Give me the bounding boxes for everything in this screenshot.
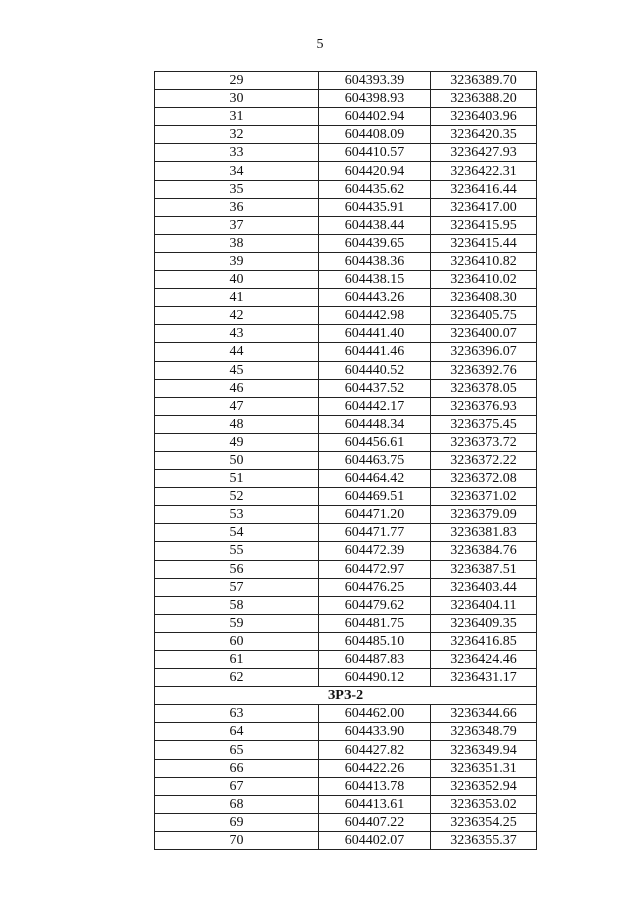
- table-row: [155, 397, 537, 415]
- point-number-cell: 33: [155, 144, 319, 162]
- y-coordinate-cell: 3236379.09: [431, 506, 537, 524]
- point-number-cell: 32: [155, 126, 319, 144]
- table-row: [155, 289, 537, 307]
- table-row: [155, 379, 537, 397]
- table-row: [155, 795, 537, 813]
- x-coordinate-cell: 604438.44: [319, 216, 431, 234]
- x-coordinate-cell: 604463.75: [319, 451, 431, 469]
- point-number-cell: 52: [155, 488, 319, 506]
- table-row: [155, 524, 537, 542]
- y-coordinate-cell: 3236389.70: [431, 72, 537, 90]
- x-coordinate-cell: 604420.94: [319, 162, 431, 180]
- point-number-cell: 48: [155, 415, 319, 433]
- point-number-cell: 66: [155, 759, 319, 777]
- point-number-cell: 39: [155, 252, 319, 270]
- x-coordinate-cell: 604413.61: [319, 795, 431, 813]
- table-row: [155, 198, 537, 216]
- point-number-cell: 43: [155, 325, 319, 343]
- table-row: [155, 831, 537, 849]
- x-coordinate-cell: 604407.22: [319, 813, 431, 831]
- coordinates-table: [154, 71, 537, 850]
- y-coordinate-cell: 3236354.25: [431, 813, 537, 831]
- y-coordinate-cell: 3236376.93: [431, 397, 537, 415]
- y-coordinate-cell: 3236351.31: [431, 759, 537, 777]
- section-label: ЗРЗ-2: [155, 687, 537, 705]
- x-coordinate-cell: 604427.82: [319, 741, 431, 759]
- y-coordinate-cell: 3236427.93: [431, 144, 537, 162]
- x-coordinate-cell: 604471.77: [319, 524, 431, 542]
- y-coordinate-cell: 3236424.46: [431, 651, 537, 669]
- x-coordinate-cell: 604438.15: [319, 271, 431, 289]
- point-number-cell: 60: [155, 632, 319, 650]
- point-number-cell: 51: [155, 470, 319, 488]
- point-number-cell: 70: [155, 831, 319, 849]
- y-coordinate-cell: 3236372.08: [431, 470, 537, 488]
- x-coordinate-cell: 604402.94: [319, 108, 431, 126]
- table-row: [155, 108, 537, 126]
- x-coordinate-cell: 604464.42: [319, 470, 431, 488]
- y-coordinate-cell: 3236410.02: [431, 271, 537, 289]
- y-coordinate-cell: 3236403.44: [431, 578, 537, 596]
- point-number-cell: 69: [155, 813, 319, 831]
- point-number-cell: 64: [155, 723, 319, 741]
- point-number-cell: 40: [155, 271, 319, 289]
- point-number-cell: 47: [155, 397, 319, 415]
- page-number: 5: [316, 37, 324, 52]
- point-number-cell: 31: [155, 108, 319, 126]
- y-coordinate-cell: 3236353.02: [431, 795, 537, 813]
- y-coordinate-cell: 3236415.44: [431, 234, 537, 252]
- y-coordinate-cell: 3236417.00: [431, 198, 537, 216]
- point-number-cell: 37: [155, 216, 319, 234]
- table-row: [155, 343, 537, 361]
- point-number-cell: 30: [155, 90, 319, 108]
- point-number-cell: 42: [155, 307, 319, 325]
- point-number-cell: 63: [155, 705, 319, 723]
- x-coordinate-cell: 604472.97: [319, 560, 431, 578]
- point-number-cell: 54: [155, 524, 319, 542]
- x-coordinate-cell: 604439.65: [319, 234, 431, 252]
- y-coordinate-cell: 3236349.94: [431, 741, 537, 759]
- point-number-cell: 68: [155, 795, 319, 813]
- point-number-cell: 61: [155, 651, 319, 669]
- x-coordinate-cell: 604433.90: [319, 723, 431, 741]
- table-row: [155, 271, 537, 289]
- y-coordinate-cell: 3236344.66: [431, 705, 537, 723]
- point-number-cell: 45: [155, 361, 319, 379]
- point-number-cell: 46: [155, 379, 319, 397]
- point-number-cell: 34: [155, 162, 319, 180]
- y-coordinate-cell: 3236387.51: [431, 560, 537, 578]
- point-number-cell: 65: [155, 741, 319, 759]
- y-coordinate-cell: 3236420.35: [431, 126, 537, 144]
- x-coordinate-cell: 604440.52: [319, 361, 431, 379]
- table-row: [155, 451, 537, 469]
- table-row: [155, 506, 537, 524]
- table-row: [155, 632, 537, 650]
- x-coordinate-cell: 604443.26: [319, 289, 431, 307]
- table-row: [155, 415, 537, 433]
- table-row: [155, 216, 537, 234]
- table-row: [155, 777, 537, 795]
- point-number-cell: 38: [155, 234, 319, 252]
- y-coordinate-cell: 3236355.37: [431, 831, 537, 849]
- x-coordinate-cell: 604393.39: [319, 72, 431, 90]
- point-number-cell: 29: [155, 72, 319, 90]
- y-coordinate-cell: 3236416.44: [431, 180, 537, 198]
- point-number-cell: 58: [155, 596, 319, 614]
- x-coordinate-cell: 604471.20: [319, 506, 431, 524]
- x-coordinate-cell: 604448.34: [319, 415, 431, 433]
- y-coordinate-cell: 3236373.72: [431, 433, 537, 451]
- y-coordinate-cell: 3236416.85: [431, 632, 537, 650]
- x-coordinate-cell: 604456.61: [319, 433, 431, 451]
- table-row: [155, 651, 537, 669]
- table-row: [155, 126, 537, 144]
- x-coordinate-cell: 604472.39: [319, 542, 431, 560]
- x-coordinate-cell: 604487.83: [319, 651, 431, 669]
- table-row: [155, 759, 537, 777]
- y-coordinate-cell: 3236396.07: [431, 343, 537, 361]
- x-coordinate-cell: 604442.98: [319, 307, 431, 325]
- point-number-cell: 67: [155, 777, 319, 795]
- x-coordinate-cell: 604437.52: [319, 379, 431, 397]
- table-row: [155, 433, 537, 451]
- point-number-cell: 41: [155, 289, 319, 307]
- table-row: [155, 234, 537, 252]
- y-coordinate-cell: 3236352.94: [431, 777, 537, 795]
- table-row: [155, 741, 537, 759]
- point-number-cell: 62: [155, 669, 319, 687]
- x-coordinate-cell: 604441.46: [319, 343, 431, 361]
- table-row: [155, 705, 537, 723]
- x-coordinate-cell: 604469.51: [319, 488, 431, 506]
- x-coordinate-cell: 604490.12: [319, 669, 431, 687]
- y-coordinate-cell: 3236409.35: [431, 614, 537, 632]
- x-coordinate-cell: 604435.62: [319, 180, 431, 198]
- table-row: [155, 72, 537, 90]
- y-coordinate-cell: 3236388.20: [431, 90, 537, 108]
- point-number-cell: 56: [155, 560, 319, 578]
- point-number-cell: 44: [155, 343, 319, 361]
- y-coordinate-cell: 3236384.76: [431, 542, 537, 560]
- table-row: [155, 813, 537, 831]
- x-coordinate-cell: 604438.36: [319, 252, 431, 270]
- x-coordinate-cell: 604441.40: [319, 325, 431, 343]
- point-number-cell: 57: [155, 578, 319, 596]
- x-coordinate-cell: 604408.09: [319, 126, 431, 144]
- x-coordinate-cell: 604413.78: [319, 777, 431, 795]
- y-coordinate-cell: 3236381.83: [431, 524, 537, 542]
- table-row: [155, 180, 537, 198]
- table-row: [155, 144, 537, 162]
- y-coordinate-cell: 3236405.75: [431, 307, 537, 325]
- y-coordinate-cell: 3236372.22: [431, 451, 537, 469]
- y-coordinate-cell: 3236431.17: [431, 669, 537, 687]
- point-number-cell: 59: [155, 614, 319, 632]
- table-row: [155, 90, 537, 108]
- section-row: [155, 687, 537, 705]
- x-coordinate-cell: 604462.00: [319, 705, 431, 723]
- y-coordinate-cell: 3236400.07: [431, 325, 537, 343]
- y-coordinate-cell: 3236375.45: [431, 415, 537, 433]
- table-row: [155, 596, 537, 614]
- table-row: [155, 578, 537, 596]
- x-coordinate-cell: 604485.10: [319, 632, 431, 650]
- table-row: [155, 723, 537, 741]
- point-number-cell: 53: [155, 506, 319, 524]
- point-number-cell: 55: [155, 542, 319, 560]
- y-coordinate-cell: 3236378.05: [431, 379, 537, 397]
- x-coordinate-cell: 604402.07: [319, 831, 431, 849]
- point-number-cell: 36: [155, 198, 319, 216]
- x-coordinate-cell: 604398.93: [319, 90, 431, 108]
- table-row: [155, 325, 537, 343]
- x-coordinate-cell: 604479.62: [319, 596, 431, 614]
- table-row: [155, 614, 537, 632]
- x-coordinate-cell: 604481.75: [319, 614, 431, 632]
- table-row: [155, 488, 537, 506]
- coordinates-table-body: [155, 72, 537, 850]
- point-number-cell: 49: [155, 433, 319, 451]
- y-coordinate-cell: 3236408.30: [431, 289, 537, 307]
- y-coordinate-cell: 3236371.02: [431, 488, 537, 506]
- x-coordinate-cell: 604422.26: [319, 759, 431, 777]
- table-row: [155, 361, 537, 379]
- y-coordinate-cell: 3236403.96: [431, 108, 537, 126]
- y-coordinate-cell: 3236410.82: [431, 252, 537, 270]
- point-number-cell: 50: [155, 451, 319, 469]
- y-coordinate-cell: 3236422.31: [431, 162, 537, 180]
- table-row: [155, 307, 537, 325]
- y-coordinate-cell: 3236348.79: [431, 723, 537, 741]
- table-row: [155, 542, 537, 560]
- x-coordinate-cell: 604476.25: [319, 578, 431, 596]
- x-coordinate-cell: 604410.57: [319, 144, 431, 162]
- table-row: [155, 252, 537, 270]
- y-coordinate-cell: 3236404.11: [431, 596, 537, 614]
- y-coordinate-cell: 3236415.95: [431, 216, 537, 234]
- y-coordinate-cell: 3236392.76: [431, 361, 537, 379]
- x-coordinate-cell: 604442.17: [319, 397, 431, 415]
- table-row: [155, 669, 537, 687]
- table-row: [155, 162, 537, 180]
- table-row: [155, 470, 537, 488]
- table-row: [155, 560, 537, 578]
- point-number-cell: 35: [155, 180, 319, 198]
- x-coordinate-cell: 604435.91: [319, 198, 431, 216]
